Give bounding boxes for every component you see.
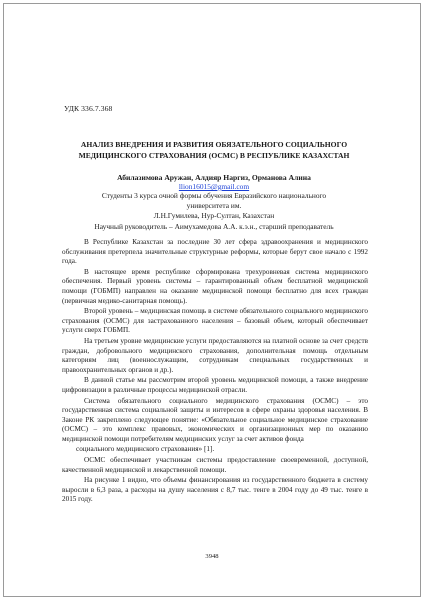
article-title: АНАЛИЗ ВНЕДРЕНИЯ И РАЗВИТИЯ ОБЯЗАТЕЛЬНОГО СОЦИАЛЬНОГО МЕДИЦИНСКОГО СТРАХОВАНИЯ (ОСМС) В РЕСПУБЛИКЕ КАЗАХСТАН: [78, 140, 350, 160]
author-email-link[interactable]: llion16015@gmail.com: [178, 182, 250, 191]
paragraph: На рисунке 1 видно, что объемы финансирования из государственного бюджета в систему выросли в 6,3 раза, а расходы на душу населения с 8,7 тыс. тенге в 2004 году до 49 тыс. тенге в 2015 году.: [62, 476, 368, 504]
affiliation-block: [66, 191, 362, 232]
paragraph: В Республике Казахстан за последние 30 лет сфера здравоохранения и медицинского обслуживания претерпела значительные структурные реформы, которые берут свое начало с 1992 года.: [62, 238, 368, 266]
article-body: [62, 238, 368, 506]
paragraph: В данной статье мы рассмотрим второй уровень медицинской помощи, а также внедрение цифровизации в различные процессы медицинской отрасли.: [62, 376, 368, 394]
udk-code: УДК 336.7.368: [64, 104, 113, 113]
paragraph: ОСМС обеспечивает участникам системы предоставление своевременной, доступной, качественной медицинской и лекарственной помощи.: [62, 456, 368, 474]
page-number: 3948: [205, 553, 219, 560]
authors-line: Абилазимова Аружан, Алдияр Наргиз, Орманова Алина: [117, 173, 311, 182]
paragraph: Система обязательного социального медицинского страхования (ОСМС) – это государственная система социальной защиты и интересов в сфере охраны здоровья населения. В Законе РК закреплено следующее понятие: «Обязательное социальное медицинское страхование (ОСМС) – это комплекс правовых, экономических и организационных мер по оказанию медицинской помощи потребителям медицинских услуг за счет активов фонда: [62, 396, 368, 443]
affiliation-line: Студенты 3 курса очной формы обучения Евразийского национального: [101, 191, 327, 200]
affiliation-line: Л.Н.Гумилева, Нур-Султан, Казахстан: [153, 211, 275, 221]
paragraph: Второй уровень – медицинская помощь в системе обязательного социального медицинского страхования (ОСМС) для застрахованного населения – базовый объем, который обеспечивает услуги сверх ГОБМП.: [62, 307, 368, 335]
paragraph: В настоящее время республике сформирована трехуровневая система медицинского обеспечения. Первый уровень системы – гарантированный объем бесплатной медицинской помощи (ГОБМП) направлен на оказание медицинской помощи бесплатно для всех граждан (первичная медико-санитарная помощь).: [62, 267, 368, 305]
affiliation-line: университета им.: [186, 201, 242, 211]
supervisor-line: Научный руководитель – Аимухамедова А.А. к.э.н., старший преподаватель: [94, 221, 334, 231]
paragraph: социального медицинского страхования» [1].: [76, 445, 215, 454]
paragraph: На третьем уровне медицинские услуги предоставляются на платной основе за счет средств граждан, добровольного медицинского страхования, дополнительная помощь отдельным категориям лиц (военнослужащим, сотрудникам специальных государственных и правоохранительных органов и др.).: [62, 336, 368, 374]
